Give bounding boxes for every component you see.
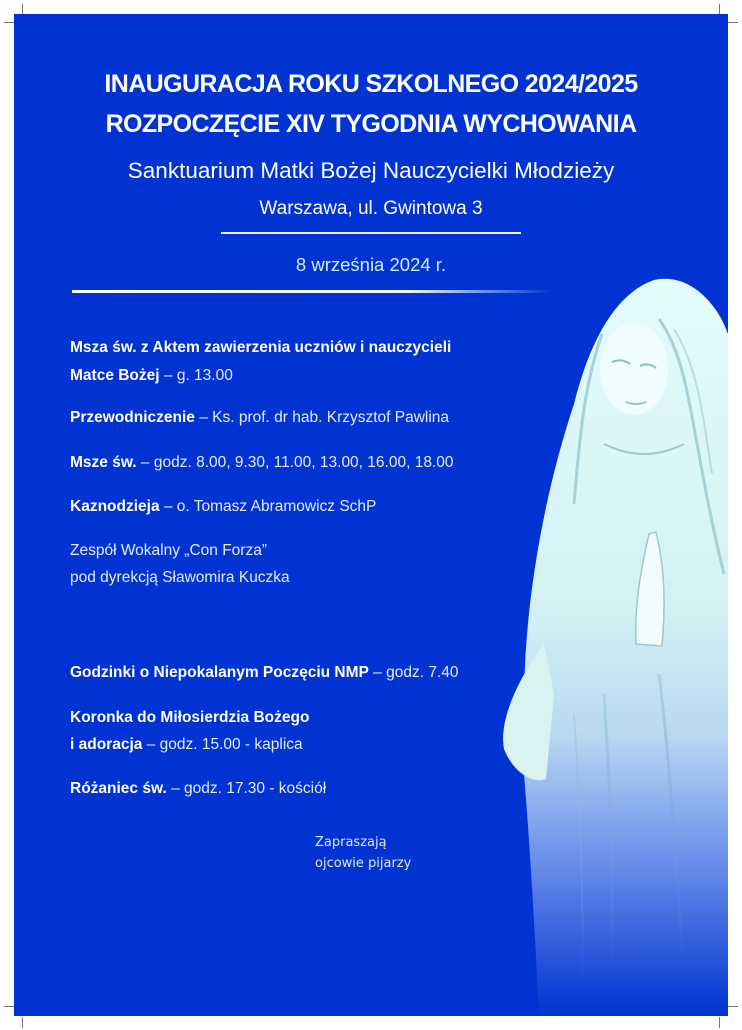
program-item-detail: – o. Tomasz Abramowicz SchP: [159, 498, 377, 515]
program-item: [70, 495, 376, 519]
program-item-detail: – Ks. prof. dr hab. Krzysztof Pawlina: [194, 409, 450, 426]
program-item-detail: Zespół Wokalny „Con Forza”: [70, 542, 267, 559]
program-item-detail: – g. 13.00: [159, 367, 233, 384]
program-item: [70, 364, 233, 388]
program-item-label: Przewodniczenie: [70, 409, 195, 426]
program-item-label: Kaznodzieja: [70, 498, 160, 515]
devotion-item-label: Godzinki o Niepokalanym Poczęciu NMP: [70, 664, 369, 681]
devotion-item: [70, 733, 303, 757]
program-item-label: Msze św.: [70, 454, 137, 471]
title-line-1: INAUGURACJA ROKU SZKOLNEGO 2024/2025: [104, 70, 638, 98]
statue-illustration: [484, 274, 728, 1016]
invitation-line-2: ojcowie pijarzy: [315, 856, 412, 871]
program-item-detail: – godz. 8.00, 9.30, 11.00, 13.00, 16.00, 18.00: [136, 454, 454, 471]
program-item-detail: pod dyrekcją Sławomira Kuczka: [70, 569, 290, 586]
divider-line-fading: [72, 290, 552, 293]
invitation-signature: [315, 832, 411, 874]
devotion-item-detail: – godz. 15.00 - kaplica: [142, 736, 303, 753]
program-item: [70, 566, 290, 590]
venue-name: Sanktuarium Matki Bożej Nauczycielki Młodzieży: [127, 158, 615, 183]
program-item: [70, 539, 267, 563]
devotion-item-label: Różaniec św.: [70, 780, 167, 797]
program-item: [70, 336, 451, 360]
face-shape: [600, 323, 668, 415]
poster: [14, 14, 728, 1016]
title-line-2: ROZPOCZĘCIE XIV TYGODNIA WYCHOWANIA: [105, 110, 637, 138]
devotion-item: [70, 706, 309, 730]
devotion-item-label: Koronka do Miłosierdzia Bożego: [70, 709, 310, 726]
invitation-line-1: Zapraszają: [315, 835, 387, 850]
devotion-item-detail: – godz. 17.30 - kościół: [166, 780, 327, 797]
divider-line: [221, 232, 521, 234]
crop-mark-bottom-right-v: [719, 1017, 720, 1028]
devotion-item-detail: – godz. 7.40: [368, 664, 459, 681]
program-item-label: Matce Bożej: [70, 367, 160, 384]
crop-mark-bottom-left-v: [22, 1017, 23, 1028]
devotion-item: [70, 661, 459, 685]
program-item: [70, 406, 449, 430]
devotion-item-label: i adoracja: [70, 736, 143, 753]
event-date: 8 września 2024 r.: [295, 254, 447, 275]
program-item-label: Msza św. z Aktem zawierzenia uczniów i nauczycieli: [70, 339, 452, 356]
venue-address: Warszawa, ul. Gwintowa 3: [259, 198, 483, 219]
program-item: [70, 451, 453, 475]
devotion-item: [70, 777, 326, 801]
